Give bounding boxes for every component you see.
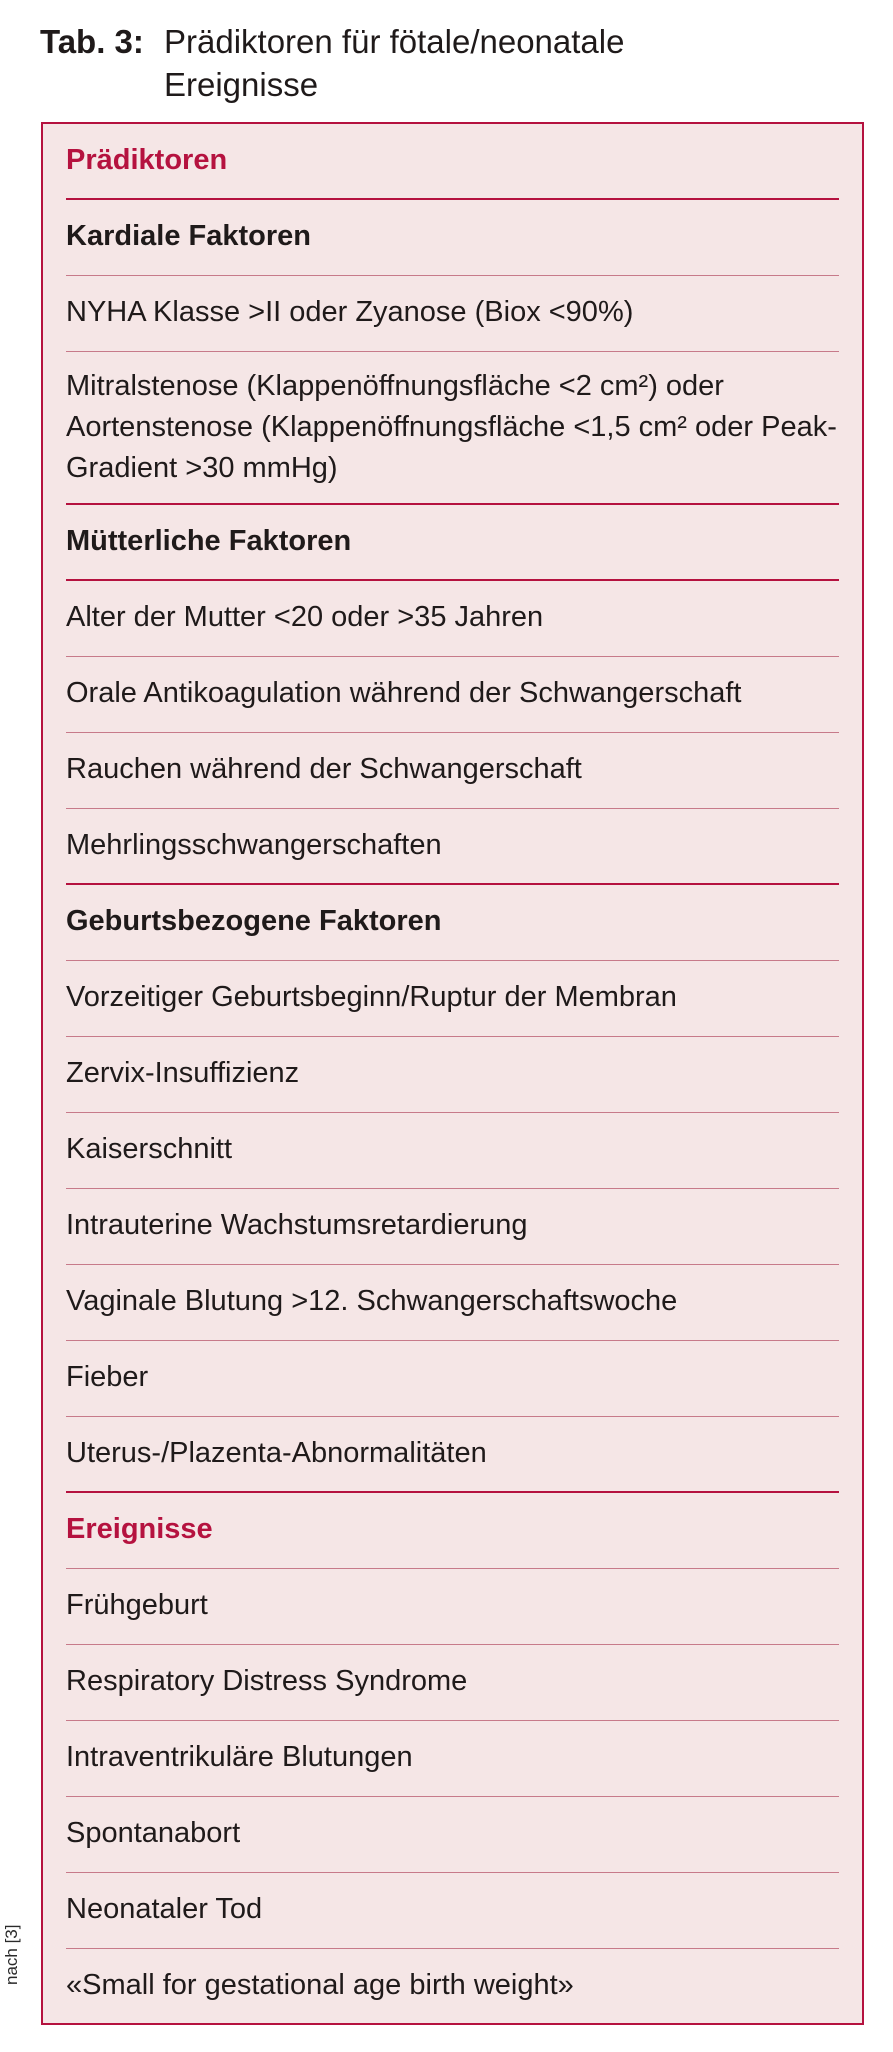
- table-row: Orale Antikoagulation während der Schwangerschaft: [66, 657, 839, 733]
- table-row: Neonataler Tod: [66, 1873, 839, 1949]
- table-number: Tab. 3:: [40, 23, 144, 60]
- table-row: Uterus-/Plazenta-Abnormalitäten: [66, 1417, 839, 1493]
- table-row: Zervix-Insuffizienz: [66, 1037, 839, 1113]
- table-row: Intrauterine Wachstumsretardierung: [66, 1189, 839, 1265]
- table-caption: [40, 20, 860, 106]
- table-row: Fieber: [66, 1341, 839, 1417]
- subheading-cardiac-factors: Kardiale Faktoren: [66, 200, 839, 276]
- table-row: Kaiserschnitt: [66, 1113, 839, 1189]
- table-row: Vorzeitiger Geburtsbeginn/Ruptur der Membran: [66, 961, 839, 1037]
- table-rows: [66, 124, 839, 2025]
- table-row: Intraventrikuläre Blutungen: [66, 1721, 839, 1797]
- section-heading-predictors: Prädiktoren: [66, 124, 839, 200]
- table-row: Respiratory Distress Syndrome: [66, 1645, 839, 1721]
- table-row: Rauchen während der Schwangerschaft: [66, 733, 839, 809]
- table-title: Prädiktoren für fötale/neonatale: [164, 23, 625, 60]
- table-row: Frühgeburt: [66, 1569, 839, 1645]
- predictors-table: [41, 122, 864, 2025]
- section-heading-events: Ereignisse: [66, 1493, 839, 1569]
- table-row: Spontanabort: [66, 1797, 839, 1873]
- caption-line-1: [40, 20, 860, 63]
- table-row: NYHA Klasse >II oder Zyanose (Biox <90%): [66, 276, 839, 352]
- table-row: Mehrlingsschwangerschaften: [66, 809, 839, 885]
- table-title-continued: Ereignisse: [164, 66, 319, 103]
- table-row: Alter der Mutter <20 oder >35 Jahren: [66, 581, 839, 657]
- table-row: «Small for gestational age birth weight»: [66, 1969, 574, 2001]
- subheading-birth-factors: Geburtsbezogene Faktoren: [66, 885, 839, 961]
- source-note: nach [3]: [2, 1924, 21, 1985]
- table-row: Vaginale Blutung >12. Schwangerschaftswoche: [66, 1265, 839, 1341]
- subheading-maternal-factors: Mütterliche Faktoren: [66, 505, 839, 581]
- table-row: Mitralstenose (Klappenöffnungsfläche <2 cm²) oder Aortenstenose (Klappenöffnungsfläche <1,5 cm² oder Peak-Gradient >30 mmHg): [66, 352, 839, 505]
